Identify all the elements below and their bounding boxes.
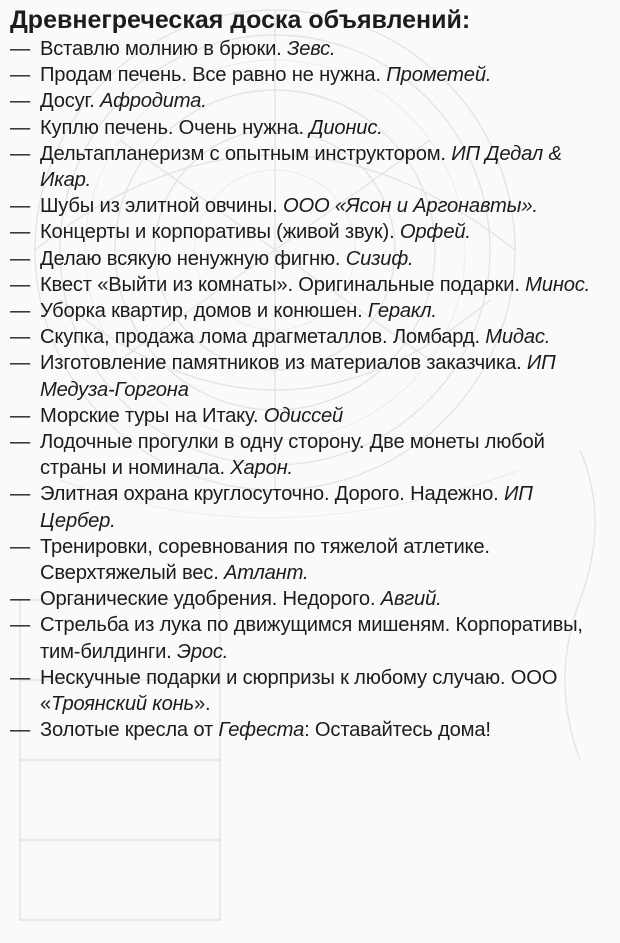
ad-text: Досуг. bbox=[40, 90, 101, 113]
ad-item bbox=[10, 219, 612, 245]
ad-signature: ООО «Ясон и Аргонавты». bbox=[282, 195, 538, 218]
ad-signature: Авгий. bbox=[380, 588, 442, 611]
ad-text: Стрельба из лука по движущимся мишеням. Корпоративы, тим-билдинги. bbox=[40, 614, 583, 663]
ad-text: Делаю всякую ненужную фигню. bbox=[40, 247, 346, 270]
ad-signature: Мидас. bbox=[485, 326, 551, 349]
ad-item bbox=[10, 115, 612, 141]
dash-marker: — bbox=[10, 247, 30, 270]
ad-signature: Минос. bbox=[525, 273, 591, 296]
ad-item bbox=[10, 481, 612, 533]
ad-signature: Эрос. bbox=[177, 640, 229, 663]
ad-signature: Троянский конь bbox=[51, 693, 194, 716]
ad-signature: Прометей. bbox=[386, 64, 492, 87]
ad-text: Элитная охрана круглосуточно. Дорого. Надежно. bbox=[40, 483, 504, 506]
ad-text: Лодочные прогулки в одну сторону. Две монеты любой страны и номинала. bbox=[40, 431, 545, 480]
dash-marker: — bbox=[10, 666, 30, 689]
ad-text: Шубы из элитной овчины. bbox=[40, 195, 283, 218]
ad-text: Изготовление памятников из материалов заказчика. bbox=[40, 352, 527, 375]
dash-marker: — bbox=[10, 90, 30, 113]
ad-item bbox=[10, 350, 612, 402]
ad-item bbox=[10, 429, 612, 481]
ad-signature: Орфей. bbox=[399, 221, 471, 244]
dash-marker: — bbox=[10, 483, 30, 506]
ad-signature: ИП Цербер. bbox=[40, 483, 533, 532]
dash-marker: — bbox=[10, 535, 30, 558]
ad-text: Морские туры на Итаку. bbox=[40, 404, 264, 427]
ad-item bbox=[10, 36, 612, 62]
dash-marker: — bbox=[10, 195, 30, 218]
ad-item bbox=[10, 612, 612, 664]
ad-text: Куплю печень. Очень нужна. bbox=[40, 116, 310, 139]
dash-marker: — bbox=[10, 64, 30, 87]
dash-marker: — bbox=[10, 431, 30, 454]
ad-text: Тренировки, соревнования по тяжелой атлетике. Сверхтяжелый вес. bbox=[40, 535, 490, 585]
ad-signature: Афродита. bbox=[100, 90, 207, 113]
ad-text: Золотые кресла от bbox=[40, 719, 219, 742]
ad-item bbox=[10, 141, 612, 193]
ad-text: Нескучные подарки и сюрпризы к любому случаю. ООО « bbox=[40, 666, 558, 716]
dash-marker: — bbox=[10, 326, 30, 349]
ad-item bbox=[10, 193, 612, 219]
ad-text: Уборка квартир, домов и конюшен. bbox=[40, 300, 368, 323]
dash-marker: — bbox=[10, 404, 30, 427]
ad-text: Органические удобрения. Недорого. bbox=[40, 588, 381, 611]
ad-text-after: ». bbox=[193, 693, 211, 716]
ad-text: Концерты и корпоративы (живой звук). bbox=[40, 221, 400, 244]
ad-item bbox=[10, 88, 612, 114]
ad-item bbox=[10, 665, 612, 717]
ad-signature: ИП Дедал & Икар. bbox=[40, 142, 562, 192]
ad-item bbox=[10, 717, 612, 743]
ad-signature: Одиссей bbox=[263, 404, 344, 427]
ad-text-after: : Оставайтесь дома! bbox=[304, 719, 491, 742]
ad-signature: Зевс. bbox=[287, 38, 336, 60]
ad-item bbox=[10, 534, 612, 586]
ad-signature: Сизиф. bbox=[345, 247, 414, 270]
board-title: Древнегреческая доска объявлений: bbox=[10, 6, 471, 34]
ad-signature: Дионис. bbox=[309, 116, 383, 139]
ad-signature: Геракл. bbox=[367, 300, 437, 323]
dash-marker: — bbox=[10, 614, 30, 637]
ad-item bbox=[10, 246, 612, 272]
ad-text: Вставлю молнию в брюки. bbox=[40, 38, 288, 60]
ads-list bbox=[10, 36, 612, 743]
ad-signature: ИП Медуза-Горгона bbox=[40, 352, 556, 401]
ad-item bbox=[10, 298, 612, 324]
dash-marker: — bbox=[10, 273, 30, 296]
dash-marker: — bbox=[10, 38, 30, 60]
dash-marker: — bbox=[10, 221, 30, 244]
dash-marker: — bbox=[10, 352, 30, 375]
ad-signature: Атлант. bbox=[224, 562, 309, 585]
ad-signature: Гефеста bbox=[218, 719, 305, 742]
ad-item bbox=[10, 403, 612, 429]
dash-marker: — bbox=[10, 116, 30, 139]
ad-text: Дельтапланеризм с опытным инструктором. bbox=[40, 142, 452, 165]
ad-item bbox=[10, 586, 612, 612]
ad-signature: Харон. bbox=[230, 457, 293, 480]
ad-text: Продам печень. Все равно не нужна. bbox=[40, 64, 387, 87]
dash-marker: — bbox=[10, 142, 30, 165]
ad-item bbox=[10, 324, 612, 350]
ad-item bbox=[10, 62, 612, 88]
dash-marker: — bbox=[10, 588, 30, 611]
dash-marker: — bbox=[10, 300, 30, 323]
ad-text: Скупка, продажа лома драгметаллов. Ломбард. bbox=[40, 326, 486, 349]
ad-text: Квест «Выйти из комнаты». Оригинальные подарки. bbox=[40, 273, 526, 296]
dash-marker: — bbox=[10, 719, 30, 742]
ad-item bbox=[10, 272, 612, 298]
